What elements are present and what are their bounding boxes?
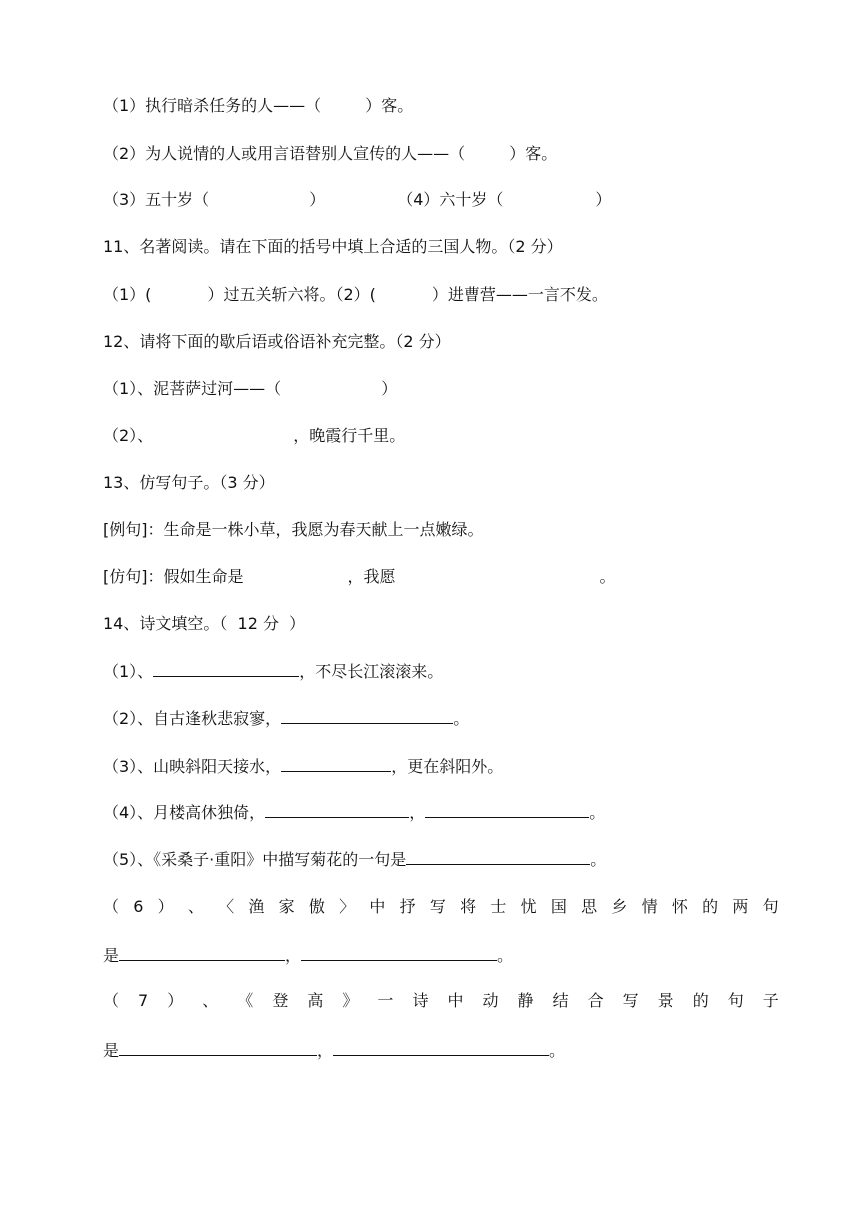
- char: 思: [581, 897, 598, 916]
- q13-imitate: [103, 567, 616, 587]
- q14-item-7-prefix: 是: [103, 1041, 120, 1060]
- char: 句: [762, 897, 779, 916]
- char: 怀: [671, 897, 688, 916]
- q14-item-7-end: 。: [549, 1041, 566, 1060]
- q10-item-4-text: （4）六十岁（: [397, 190, 504, 209]
- q12-item-2-text: （2）、: [103, 426, 154, 445]
- q14-item-6-end: 。: [497, 946, 514, 965]
- q13-imitate-end: 。: [599, 567, 616, 586]
- q10-item-2: [103, 144, 557, 164]
- answer-line[interactable]: [153, 661, 299, 677]
- char: 《: [237, 991, 254, 1010]
- q10-item-4-close: ）: [595, 190, 612, 209]
- q14-item-7-answer: [103, 1040, 565, 1061]
- char: 写: [622, 991, 639, 1010]
- char: 景: [657, 991, 674, 1010]
- q14-item-4: [103, 802, 605, 823]
- char: 诗: [412, 991, 429, 1010]
- q14-item-7-heading: [103, 991, 779, 1011]
- char: ）: [167, 991, 184, 1010]
- char: 两: [732, 897, 749, 916]
- answer-line[interactable]: [119, 1040, 317, 1056]
- q14-item-5: [103, 849, 606, 870]
- q13-imitate-mid: ，我愿: [347, 567, 396, 586]
- char: 将: [460, 897, 477, 916]
- q12-item-2: [103, 426, 405, 446]
- char: 子: [762, 991, 779, 1010]
- q14-item-3-text: （3）、山映斜阳天接水，: [103, 757, 282, 776]
- char: 合: [587, 991, 604, 1010]
- answer-line[interactable]: [425, 802, 589, 818]
- q12-title: 12、请将下面的歇后语或俗语补充完整。（2 分）: [103, 332, 451, 351]
- q14-item-3: [103, 756, 503, 777]
- q14-item-2-text: （2）、自古逢秋悲寂寥，: [103, 709, 282, 728]
- q14-item-6-answer: [103, 945, 513, 966]
- char: ）: [157, 897, 174, 916]
- char: 7: [138, 991, 149, 1010]
- char: （: [103, 991, 120, 1010]
- char: 高: [307, 991, 324, 1010]
- q13-title: 13、仿写句子。（3 分）: [103, 473, 275, 492]
- char: 动: [482, 991, 499, 1010]
- q14-item-4-text: （4）、月楼高休独倚，: [103, 803, 266, 822]
- q13-example: [例句]：生命是一株小草，我愿为春天献上一点嫩绿。: [103, 520, 484, 539]
- q12-item-1-close: ）: [381, 379, 398, 398]
- answer-line[interactable]: [301, 945, 497, 961]
- char: 句: [727, 991, 744, 1010]
- char: 6: [133, 897, 144, 916]
- q14-item-5-text: （5）、《采桑子·重阳》中描写菊花的一句是: [103, 850, 407, 869]
- q10-item-2-text: （2）为人说情的人或用言语替别人宣传的人——（: [103, 144, 466, 163]
- char: 国: [550, 897, 567, 916]
- q10-item-3-text: （3）五十岁（: [103, 190, 210, 209]
- answer-line[interactable]: [281, 756, 391, 772]
- q14-item-4-comma: ，: [409, 803, 426, 822]
- char: 情: [641, 897, 658, 916]
- char: 》: [342, 991, 359, 1010]
- char: 的: [692, 991, 709, 1010]
- answer-line[interactable]: [119, 945, 285, 961]
- char: 、: [202, 991, 219, 1010]
- q14-item-6-comma: ，: [285, 946, 302, 965]
- char: 一: [377, 991, 394, 1010]
- q11-item-2-end: ）进曹营——一言不发。: [431, 285, 608, 304]
- q11-item-mid: ）过五关斩六将。（2）(: [207, 285, 376, 304]
- char: 乡: [611, 897, 628, 916]
- q11-items: [103, 285, 608, 305]
- q14-item-6-heading: [103, 897, 779, 917]
- q14-item-5-end: 。: [590, 850, 607, 869]
- char: 的: [702, 897, 719, 916]
- char: 抒: [399, 897, 416, 916]
- q14-item-1-text: ，不尽长江滚滚来。: [299, 662, 444, 681]
- q11-title: 11、名著阅读。请在下面的括号中填上合适的三国人物。（2 分）: [103, 237, 563, 256]
- q14-item-1-num: （1）、: [103, 662, 154, 681]
- char: 渔: [248, 897, 265, 916]
- answer-line[interactable]: [281, 708, 453, 724]
- char: 忧: [520, 897, 537, 916]
- q14-item-7-comma: ，: [317, 1041, 334, 1060]
- q14-item-2-end: 。: [453, 709, 470, 728]
- char: 静: [517, 991, 534, 1010]
- q10-item-1-text: （1）执行暗杀任务的人——（: [103, 96, 322, 115]
- answer-line[interactable]: [333, 1040, 549, 1056]
- q10-item-1: [103, 96, 413, 116]
- q13-imitate-text: [仿句]：假如生命是: [103, 567, 244, 586]
- answer-line[interactable]: [265, 802, 409, 818]
- q11-item-1-open: （1）(: [103, 285, 152, 304]
- q14-item-4-end: 。: [589, 803, 606, 822]
- char: （: [103, 897, 120, 916]
- char: 中: [447, 991, 464, 1010]
- char: 写: [429, 897, 446, 916]
- q14-title: 14、诗文填空。（ 12 分 ）: [103, 614, 306, 633]
- q10-item-1-end: ）客。: [365, 96, 414, 115]
- char: 〈: [218, 897, 235, 916]
- char: 〉: [339, 897, 356, 916]
- q14-item-3-end: ，更在斜阳外。: [391, 757, 504, 776]
- char: 家: [278, 897, 295, 916]
- q10-item-3: [103, 190, 611, 210]
- char: 傲: [308, 897, 325, 916]
- char: 中: [369, 897, 386, 916]
- q14-item-6-prefix: 是: [103, 946, 120, 965]
- q12-item-1: [103, 379, 397, 399]
- q12-item-2-end: ，晚霞行千里。: [293, 426, 406, 445]
- answer-line[interactable]: [406, 849, 590, 865]
- char: 士: [490, 897, 507, 916]
- char: 、: [187, 897, 204, 916]
- q12-item-1-text: （1）、泥菩萨过河——（: [103, 379, 282, 398]
- char: 登: [272, 991, 289, 1010]
- q10-item-3-close: ）: [309, 190, 326, 209]
- char: 结: [552, 991, 569, 1010]
- q14-item-1: [103, 661, 443, 682]
- q14-item-2: [103, 708, 469, 729]
- q10-item-2-end: ）客。: [509, 144, 558, 163]
